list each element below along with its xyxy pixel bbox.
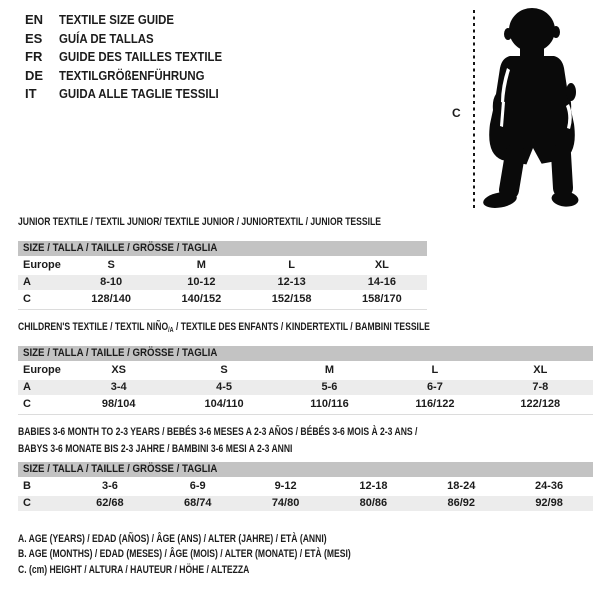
size-header-text: SIZE / TALLA / TAILLE / GRÖSSE / TAGLIA: [23, 463, 218, 475]
size-cell: 80/86: [359, 497, 388, 509]
size-header-text: SIZE / TALLA / TAILLE / GRÖSSE / TAGLIA: [23, 242, 218, 254]
size-header-bar: [18, 462, 593, 477]
size-cell: 122/128: [520, 398, 561, 410]
junior-section-title: [18, 216, 483, 228]
language-code: FR: [25, 49, 43, 64]
size-cell: L: [431, 364, 439, 376]
size-cell: 12-13: [277, 276, 306, 288]
size-cell: XS: [111, 364, 127, 376]
table-row: [18, 258, 427, 273]
row-label: Europe: [23, 259, 61, 271]
language-label: TEXTILE SIZE GUIDE: [59, 12, 175, 27]
row-label: Europe: [23, 364, 61, 376]
size-cell: 18-24: [447, 480, 476, 492]
size-cell: 3-6: [101, 480, 118, 492]
row-label: A: [23, 381, 31, 393]
height-measure-label: C: [452, 106, 461, 120]
size-cell: S: [220, 364, 228, 376]
junior-size-table: [18, 241, 427, 310]
size-header-text: SIZE / TALLA / TAILLE / GRÖSSE / TAGLIA: [23, 347, 218, 359]
table-row: [18, 479, 593, 494]
size-cell: 98/104: [101, 398, 136, 410]
table-row: [18, 397, 593, 412]
size-cell: 6-7: [426, 381, 443, 393]
row-label: B: [23, 480, 31, 492]
size-header-bar: [18, 346, 593, 361]
size-cell: 86/92: [447, 497, 475, 509]
size-cell: 104/110: [204, 398, 244, 410]
table-row: [18, 363, 593, 378]
babies-section-title-line1: BABIES 3-6 MONTH TO 2-3 YEARS / BEBÉS 3-6 MESES A 2-3 AÑOS / BÉBÉS 3-6 MOIS À 2-3 ANS /: [18, 426, 418, 438]
size-cell: 9-12: [274, 480, 297, 492]
height-measure-figure: [452, 6, 600, 216]
height-dashed-line: [473, 10, 475, 211]
size-cell: 128/140: [91, 293, 131, 305]
size-cell: 6-9: [189, 480, 206, 492]
size-cell: 7-8: [532, 381, 549, 393]
table-bottom-rule: [18, 309, 427, 310]
table-row: [18, 292, 427, 307]
size-cell: 8-10: [100, 276, 123, 288]
language-label: GUIDE DES TAILLES TEXTILE: [59, 49, 223, 64]
size-cell: XL: [533, 364, 548, 376]
size-cell: 5-6: [321, 381, 338, 393]
language-code: DE: [25, 67, 44, 83]
size-cell: 92/98: [535, 497, 563, 509]
language-label: GUIDA ALLE TAGLIE TESSILI: [59, 86, 219, 101]
language-label: TEXTILGRÖßENFÜHRUNG: [59, 67, 205, 83]
language-code: EN: [25, 12, 44, 27]
size-cell: 152/158: [271, 293, 312, 305]
size-cell: S: [107, 259, 115, 271]
babies-size-table: [18, 462, 593, 511]
size-cell: 14-16: [367, 276, 396, 288]
table-row: [18, 496, 593, 511]
children-section-title-text: CHILDREN'S TEXTILE / TEXTIL NIÑO/A / TEXTILE DES ENFANTS / KINDERTEXTIL / BAMBINI TESSILE: [18, 321, 430, 334]
size-cell: 10-12: [187, 276, 216, 288]
size-cell: M: [324, 364, 335, 376]
row-label: C: [23, 398, 31, 410]
size-cell: 158/170: [361, 293, 402, 305]
table-row: [18, 380, 593, 395]
row-label: C: [23, 293, 31, 305]
children-section-title: [18, 321, 546, 337]
size-header-bar: [18, 241, 427, 256]
size-cell: 4-5: [216, 381, 233, 393]
size-cell: 140/152: [181, 293, 222, 305]
babies-section-title-line2: BABYS 3-6 MONATE BIS 2-3 JAHRE / BAMBINI 3-6 MESI A 2-3 ANNI: [18, 442, 293, 455]
size-cell: XL: [374, 259, 389, 271]
language-label: GUÍA DE TALLAS: [59, 30, 154, 46]
size-cell: L: [288, 259, 295, 271]
table-bottom-rule: [18, 414, 593, 415]
size-cell: 110/116: [310, 398, 349, 410]
baby-silhouette: [482, 6, 582, 211]
footnote-legend: [18, 532, 445, 578]
size-cell: 116/122: [415, 398, 455, 410]
row-label: A: [23, 276, 31, 288]
size-cell: 12-18: [359, 480, 388, 492]
size-cell: 68/74: [183, 497, 212, 509]
language-title-list: [25, 11, 244, 104]
language-code: ES: [25, 30, 43, 46]
babies-section-title: [18, 424, 530, 457]
footnote: B. AGE (MONTHS) / EDAD (MESES) / ÂGE (MOIS) / ALTER (MONATE) / ETÀ (MESI): [18, 548, 351, 561]
table-row: [18, 275, 427, 290]
footnote: A. AGE (YEARS) / EDAD (AÑOS) / ÂGE (ANS) / ALTER (JAHRE) / ETÀ (ANNI): [18, 533, 327, 545]
footnote: C. (cm) HEIGHT / ALTURA / HAUTEUR / HÖHE / ALTEZZA: [18, 563, 250, 576]
size-cell: 62/68: [96, 497, 124, 509]
children-size-table: [18, 346, 593, 415]
size-cell: 24-36: [535, 480, 564, 492]
size-cell: 3-4: [110, 381, 127, 393]
junior-section-title-text: JUNIOR TEXTILE / TEXTIL JUNIOR/ TEXTILE JUNIOR / JUNIORTEXTIL / JUNIOR TESSILE: [18, 216, 381, 228]
size-cell: 74/80: [271, 497, 300, 509]
row-label: C: [23, 497, 31, 509]
size-cell: M: [196, 259, 206, 271]
language-code: IT: [25, 86, 37, 101]
